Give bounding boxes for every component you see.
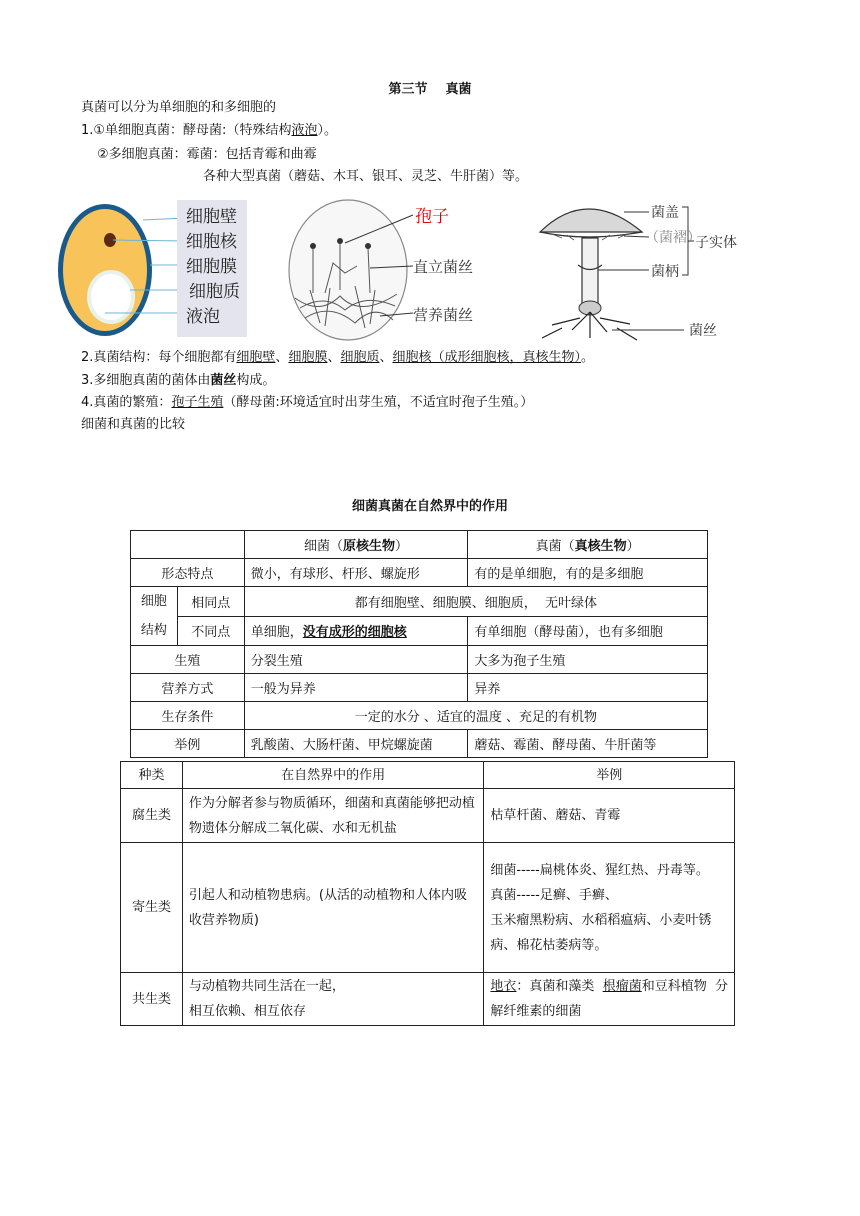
mushroom-label-stalk: 菌柄 [651, 264, 679, 280]
table-cell [131, 531, 245, 559]
table-cell: 细菌（原核生物） [244, 531, 468, 559]
mold-label-nutrient-hyphae: 营养菌丝 [413, 306, 474, 324]
table-cell: 在自然界中的作用 [182, 762, 483, 789]
unicellular-end: ）。 [317, 123, 337, 138]
table-cell [484, 843, 735, 973]
table-cell: 举例 [484, 762, 735, 789]
table-cell: 真菌（真核生物） [468, 531, 708, 559]
table-cell: 异养 [468, 674, 708, 702]
table-cell: 腐生类 [121, 789, 183, 843]
table-cell: 有的是单细胞，有的是多细胞 [468, 559, 708, 587]
table-row [131, 587, 708, 617]
table-cell: 寄生类 [121, 843, 183, 973]
table-row [131, 531, 708, 559]
table-cell: 细胞 结构 [131, 587, 178, 646]
table-cell: 生殖 [131, 646, 245, 674]
sep-2: 、 [327, 350, 341, 365]
yeast-cell-diagram [55, 195, 255, 345]
mold-diagram [285, 198, 485, 346]
structure-cell-membrane: 细胞膜 [288, 350, 328, 365]
parasite-fungi-examples: 真菌-----足癣、手癣、 [490, 887, 618, 903]
parasite-bacteria-examples: 细菌-----扁桃体炎、猩红热、丹毒等。 [490, 862, 709, 878]
table-row [131, 559, 708, 587]
table-cell: 都有细胞壁、细胞膜、细胞质， 无叶绿体 [244, 587, 707, 617]
table-cell: 引起人和动植物患病。(从活的动植物和人体内吸收营养物质) [182, 843, 483, 973]
structure-cell-wall: 细胞壁 [236, 350, 276, 365]
mushroom-label-gills: （菌褶） [645, 230, 701, 246]
symbiosis-role-1: 与动植物共同生活在一起， [188, 979, 345, 994]
fungi-structure-line [81, 348, 594, 368]
reproduction-note: （酵母菌:环境适宜时出芽生殖，不适宜时孢子生殖。） [223, 395, 534, 410]
table-cell: 种类 [121, 762, 183, 789]
unicellular-line [81, 121, 337, 141]
table-cell [182, 973, 483, 1026]
table-cell: 一般为异养 [244, 674, 468, 702]
symbiosis-role-2: 相互依赖、相互依存 [188, 1004, 306, 1019]
comparison-table [130, 530, 708, 758]
table-cell: 作为分解者参与物质循环，细菌和真菌能够把动植物遗体分解成二氧化碳、水和无机盐 [182, 789, 483, 843]
intro-line: 真菌可以分为单细胞的和多细胞的 [81, 100, 277, 115]
sep-3: 、 [379, 350, 393, 365]
roles-table [120, 761, 735, 1026]
mold-label-upright-hyphae: 直立菌丝 [413, 258, 474, 276]
table-cell: 单细胞，没有成形的细胞核 [244, 616, 468, 646]
mold-label-spore: 孢子 [415, 207, 449, 227]
table-cell: 分裂生殖 [244, 646, 468, 674]
table-cell: 相同点 [177, 587, 244, 617]
mushroom-label-hyphae: 菌丝 [689, 323, 717, 339]
table-cell [484, 973, 735, 1026]
hyphae-line [81, 371, 275, 391]
structure-text: 2.真菌结构：每个细胞都有 [81, 350, 237, 365]
mushroom-label-cap: 菌盖 [651, 205, 679, 221]
table-row [121, 843, 735, 973]
hyphae-text: 3.多细胞真菌的菌体由 [81, 373, 211, 388]
table-cell: 形态特点 [131, 559, 245, 587]
table-row [131, 730, 708, 758]
large-fungi-line: 各种大型真菌（蘑菇、木耳、银耳、灵芝、牛肝菌）等。 [203, 169, 529, 184]
table-cell: 一定的水分 、适宜的温度 、充足的有机物 [244, 702, 707, 730]
table-cell: 有单细胞（酵母菌），也有多细胞 [468, 616, 708, 646]
structure-end: 。 [581, 350, 595, 365]
table-row [131, 616, 708, 646]
structure-nucleus: 细胞核（成形细胞核，真核生物） [392, 350, 582, 365]
mushroom-diagram [532, 190, 742, 345]
table-cell: 举例 [131, 730, 245, 758]
table-cell: 生存条件 [131, 702, 245, 730]
table-row [131, 674, 708, 702]
vacuole-underlined: 液泡 [291, 123, 318, 138]
yeast-label-nucleus: 细胞核 [186, 232, 237, 252]
lichen-desc: ：真菌和藻类 [516, 979, 603, 994]
table-row [121, 762, 735, 789]
table-cell: 枯草杆菌、蘑菇、青霉 [484, 789, 735, 843]
table-cell: 不同点 [177, 616, 244, 646]
reproduction-line [81, 393, 533, 413]
table-row [121, 789, 735, 843]
sep-1: 、 [275, 350, 289, 365]
section-number: 第三节 [388, 82, 428, 97]
multicellular-line: ②多细胞真菌：霉菌：包括青霉和曲霉 [97, 147, 317, 162]
table-cell: 微小，有球形、杆形、螺旋形 [244, 559, 468, 587]
unicellular-text: 1.①单细胞真菌：酵母菌:（特殊结构 [81, 123, 292, 138]
yeast-label-wall: 细胞壁 [186, 207, 237, 227]
table-row [121, 973, 735, 1026]
comparison-heading: 细菌和真菌的比较 [81, 417, 186, 432]
table-cell: 共生类 [121, 973, 183, 1026]
table-cell: 大多为孢子生殖 [468, 646, 708, 674]
spore-reproduction: 孢子生殖 [171, 395, 224, 410]
yeast-label-membrane: 细胞膜 [186, 257, 237, 277]
hyphae-end: 构成。 [236, 373, 276, 388]
page-title [0, 78, 860, 97]
yeast-label-cytoplasm: 细胞质 [189, 282, 240, 302]
symbiosis-rest: 和豆科植物 分解纤维素的细菌 [490, 979, 728, 1019]
table-title: 细菌真菌在自然界中的作用 [351, 499, 508, 514]
yeast-label-vacuole: 液泡 [186, 307, 220, 327]
reproduction-text: 4.真菌的繁殖： [81, 395, 172, 410]
lichen: 地衣 [490, 979, 517, 994]
structure-cytoplasm: 细胞质 [340, 350, 380, 365]
rhizobia: 根瘤菌 [602, 979, 642, 994]
section-topic: 真菌 [445, 82, 472, 97]
parasite-plant-diseases: 玉米瘤黑粉病、水稻稻瘟病、小麦叶锈病、棉花枯萎病等。 [490, 912, 712, 953]
table-cell: 乳酸菌、大肠杆菌、甲烷螺旋菌 [244, 730, 468, 758]
table-row [131, 646, 708, 674]
hyphae-bold: 菌丝 [210, 373, 237, 388]
table-row [131, 702, 708, 730]
mushroom-label-fruiting-body: 子实体 [695, 235, 737, 251]
table-cell: 营养方式 [131, 674, 245, 702]
table-cell: 蘑菇、霉菌、酵母菌、牛肝菌等 [468, 730, 708, 758]
